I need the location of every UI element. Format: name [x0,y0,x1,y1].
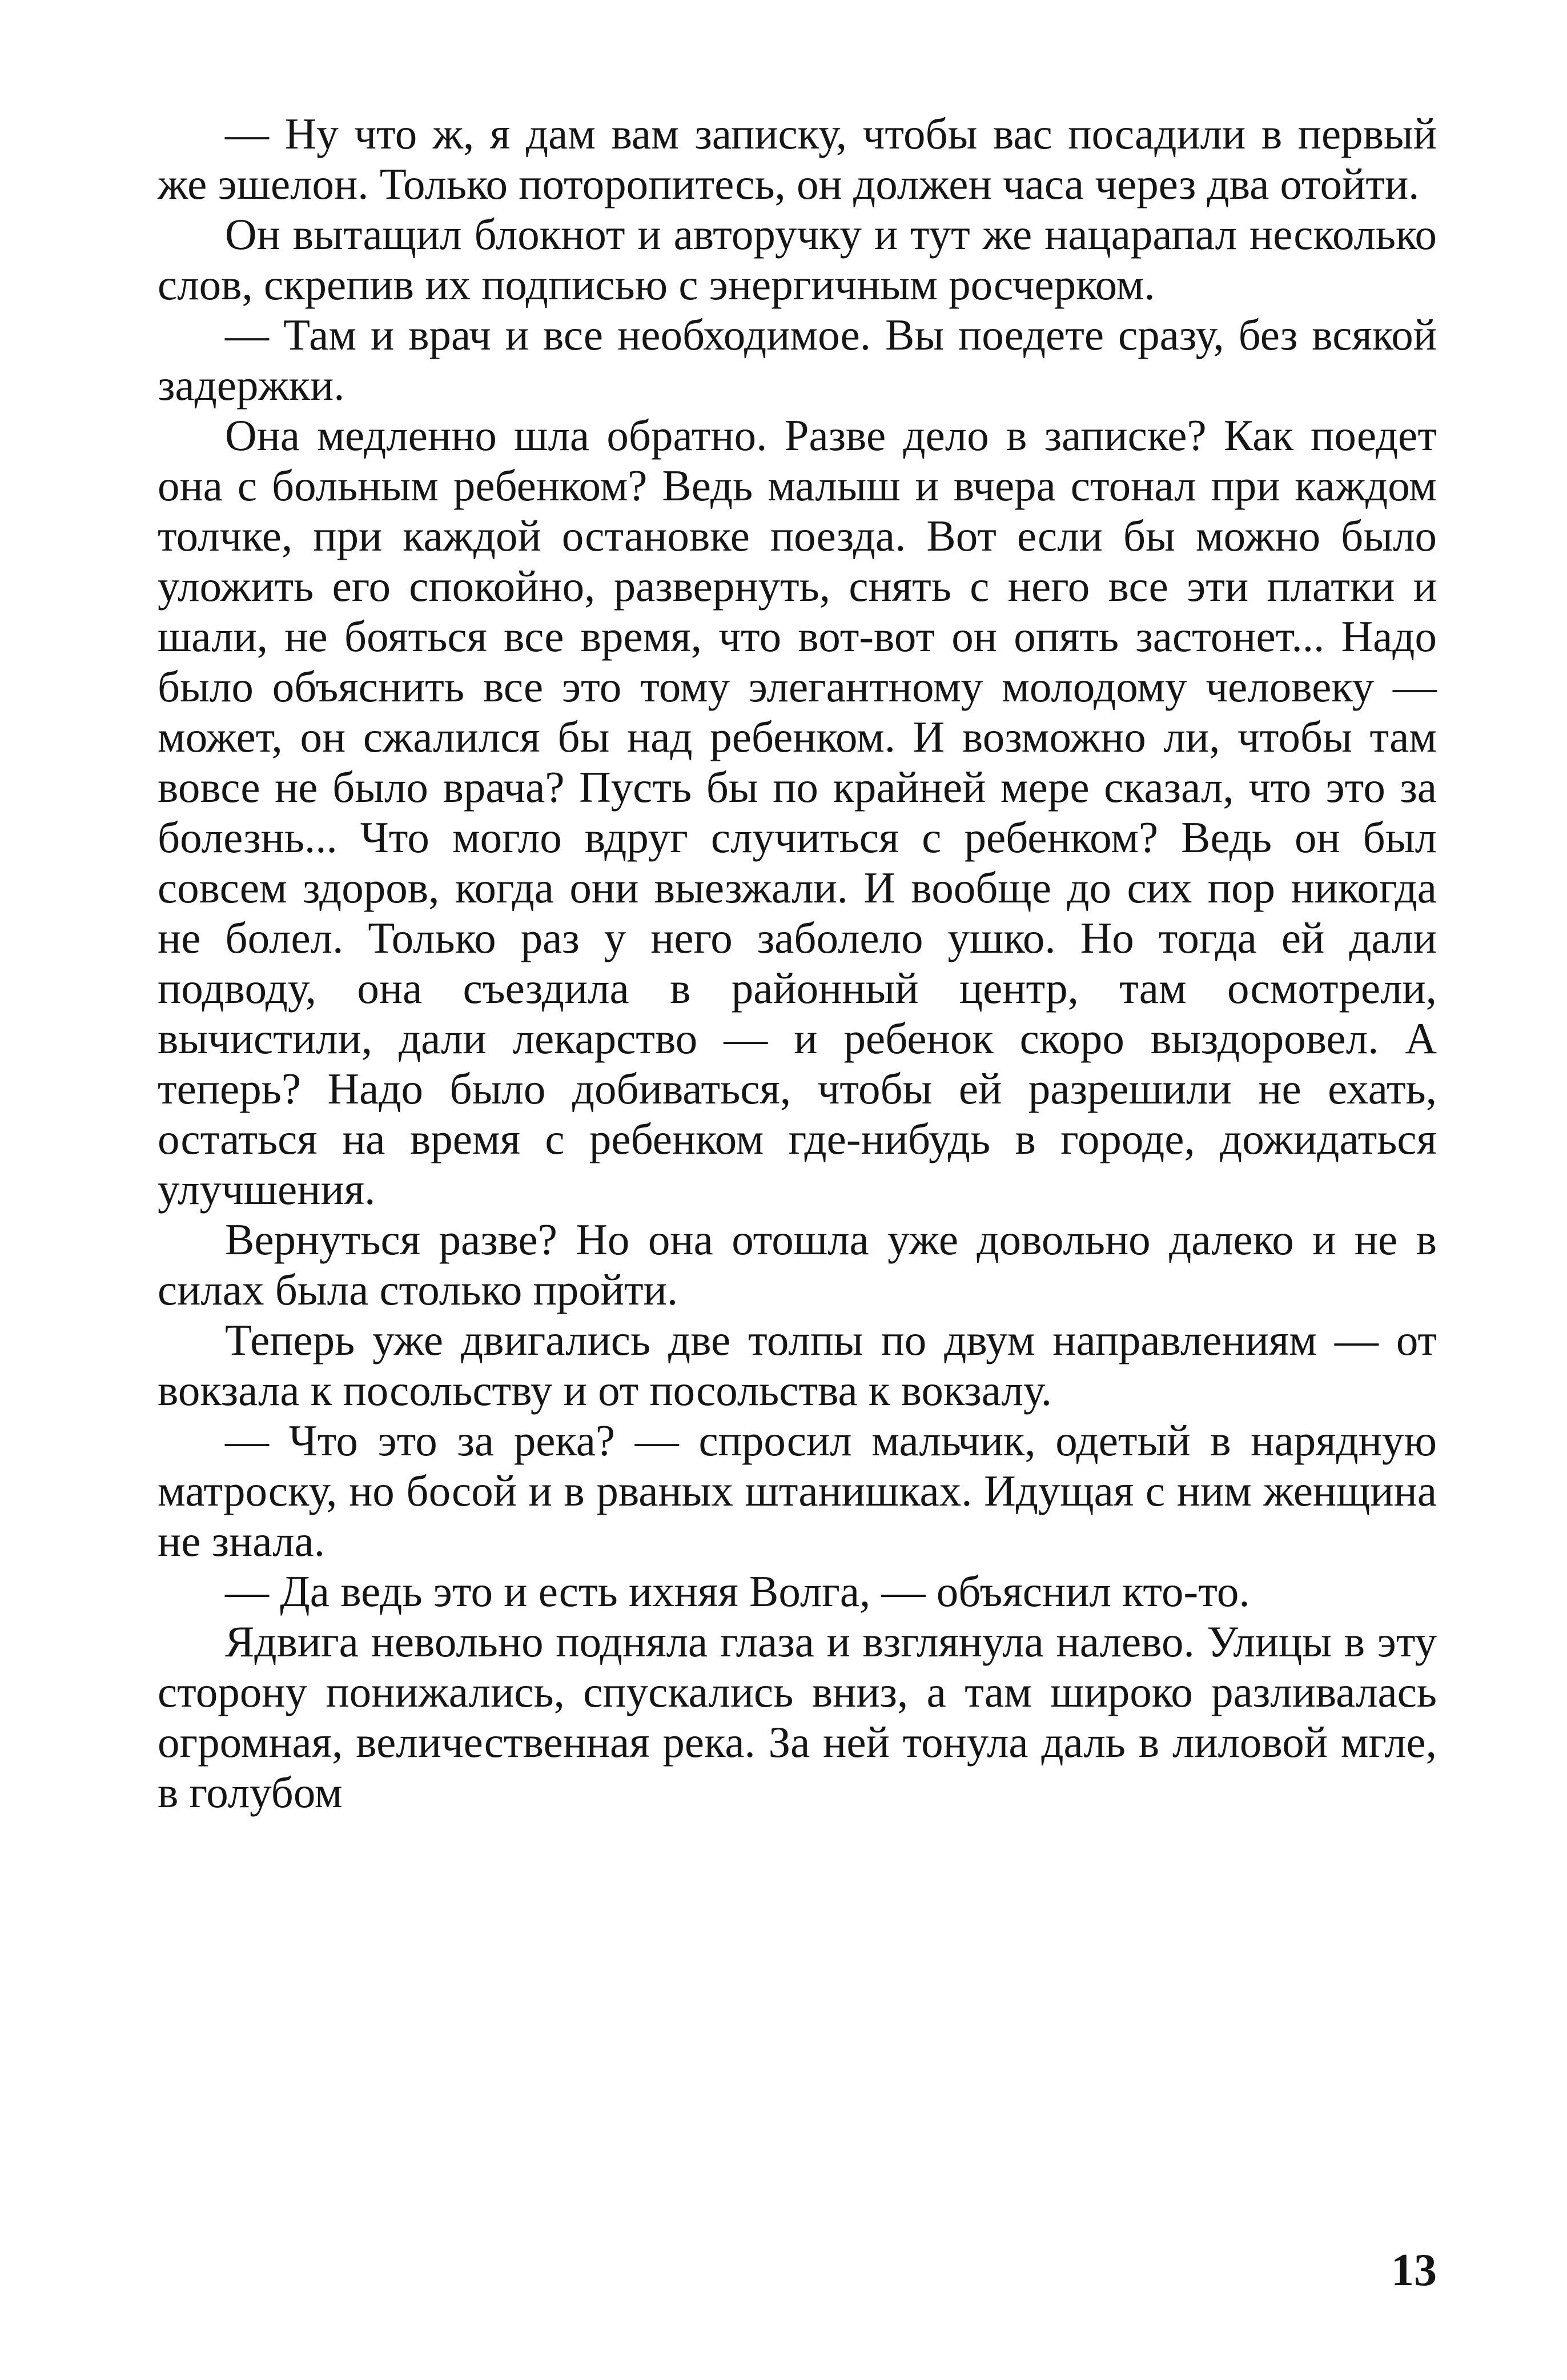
paragraph-9: Ядвига невольно подняла глаза и взглянула налево. Улицы в эту сторону понижались, спускались вниз, а там широко разливалась огромная, величественная река. За ней тонула даль в лиловой мгле, в голубом [158,1617,1437,1817]
page-text [158,109,1437,1817]
paragraph-5: Вернуться разве? Но она отошла уже довольно далеко и не в силах была столько пройти. [158,1215,1437,1314]
page-number: 13 [1391,2245,1437,2295]
paragraph-2: Он вытащил блокнот и авторучку и тут же нацарапал несколько слов, скрепив их подписью с энергичным росчерком. [158,210,1437,309]
paragraph-8: — Да ведь это и есть ихняя Волга, — объяснил кто-то. [225,1567,1250,1616]
paragraph-1: — Ну что ж, я дам вам записку, чтобы вас посадили в первый же эшелон. Только поторопитесь, он должен часа через два отойти. [158,109,1437,208]
paragraph-7: — Что это за река? — спросил мальчик, одетый в нарядную матроску, но босой и в рваных штанишках. Идущая с ним женщина не знала. [158,1416,1437,1566]
paragraph-3: — Там и врач и все необходимое. Вы поедете сразу, без всякой задержки. [158,310,1437,410]
paragraph-4: Она медленно шла обратно. Разве дело в записке? Как поедет она с больным ребенком? Ведь малыш и вчера стонал при каждом толчке, при каждой остановке поезда. Вот если бы можно было уложить его спокойно, развернуть, снять с него все эти платки и шали, не бояться все время, что вот-вот он опять застонет... Надо было объяснить все это тому элегантному молодому человеку — может, он сжалился бы над ребенком. И возможно ли, чтобы там вовсе не было врача? Пусть бы по крайней мере сказал, что это за болезнь... Что могло вдруг случиться с ребенком? Ведь он был совсем здоров, когда они выезжали. И вообще до сих пор никогда не болел. Только раз у него заболело ушко. Но тогда ей дали подводу, она съездила в районный центр, там осмотрели, вычистили, дали лекарство — и ребенок скоро выздоровел. А теперь? Надо было добиваться, чтобы ей разрешили не ехать, остаться на время с ребенком где-нибудь в городе, дожидаться улучшения. [158,411,1437,1214]
paragraph-6: Теперь уже двигались две толпы по двум направлениям — от вокзала к посольству и от посольства к вокзалу. [158,1315,1437,1415]
